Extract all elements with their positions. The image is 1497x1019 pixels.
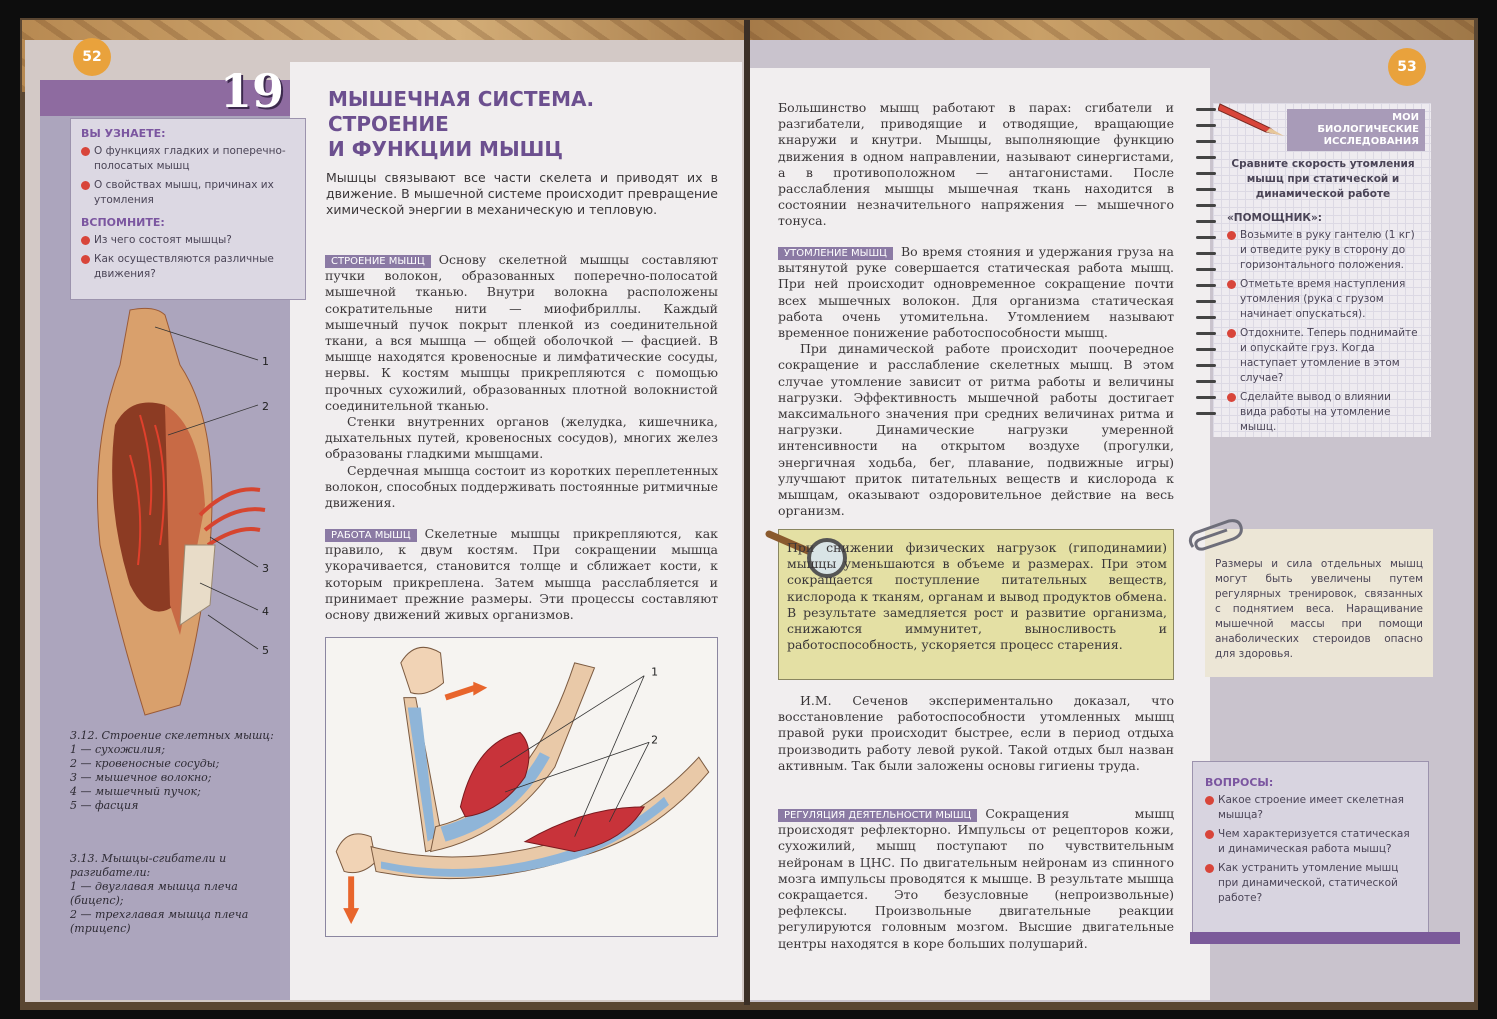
caption-title: 3.12. Строение скелетных мышц:: [70, 729, 274, 742]
caption-fig313: [70, 852, 275, 936]
questions-box: [1192, 761, 1429, 939]
research-notebook: [1213, 103, 1431, 437]
research-step: Сделайте вывод о влиянии вида работы на утомление мышц.: [1227, 390, 1419, 435]
pencil-icon: [1218, 98, 1288, 138]
caption-legend-item: 4 — мышечный пучок;: [70, 785, 201, 798]
learn-box: [70, 118, 306, 300]
title-line: И ФУНКЦИИ МЫШЦ: [328, 137, 563, 161]
section-tag-structure: СТРОЕНИЕ МЫШЦ: [325, 255, 431, 268]
research-task: Сравните скорость утомления мышц при статической и динамической работе: [1231, 158, 1415, 200]
learn-heading: ВЫ УЗНАЕТЕ:: [81, 127, 166, 140]
structure-paragraph-3: Сердечная мышца состоит из коротких переплетенных волокон, способных поддерживать постоянные ритмичные движения.: [325, 462, 718, 511]
figure-muscle-structure: [60, 305, 275, 725]
caption-legend-item: 2 — трехглавая мышца плеча (трицепс): [70, 908, 249, 935]
fig312-label: 5: [262, 644, 269, 657]
caption-legend-item: 5 — фасция: [70, 799, 139, 812]
note-text: Размеры и сила отдельных мышц могут быть увеличены путем регулярных тренировок, связанных с поднятием веса. Наращивание мышечной массы при помощи анаболических стероидов опасно для здоровья.: [1215, 558, 1423, 660]
section-work: [325, 526, 718, 623]
caption-legend-item: 2 — кровеносные сосуды;: [70, 757, 220, 770]
fatigue-paragraph: Во время стояния и удержания груза на вытянутой руке совершается статическая работа мышц. При ней происходит одновременное сокращение почти всех мышечных волокон. Для организма статическая работа очень утомительна. Утомлением называют временное понижение работоспособности мышц.: [778, 244, 1174, 341]
learn-item: О свойствах мышц, причинах их утомления: [81, 178, 295, 208]
hypodynamia-text: При снижении физических нагрузок (гиподинамии) мышцы уменьшаются в объеме и размерах. При этом сокращается поступление питательных веществ, кислорода к тканям, органам и вывод продуктов обмена. В результате замедляется рост и развитие организма, снижаются иммунитет, выносливость и работоспособность, ускоряется процесс старения.: [787, 540, 1167, 653]
lesson-title: [328, 87, 728, 162]
sechenov-paragraph: И.М. Сеченов экспериментально доказал, что восстановление работоспособности утомленных мышц правой руки происходит быстрее, если в период отдыха производить работу левой рукой. Такой отдых был назван активным. Так были заложены основы гигиены труда.: [778, 693, 1174, 773]
title-line: МЫШЕЧНАЯ СИСТЕМА.: [328, 87, 595, 111]
caption-legend-item: 1 — сухожилия;: [70, 743, 166, 756]
regulation-paragraph: Сокращения мышц происходят рефлекторно. Импульсы от рецепторов кожи, сухожилий, мышц поступают по чувствительным нейронам в ЦНС. По двигательным нейронам из спинного мозга импульсы проводятся к мышце. В результате мышца сокращается. Это безусловные (непроизвольные) рефлексы. Произвольные двигательные реакции регулируются головным мозгом. Высшие двигательные центры находятся в коре больших полушарий.: [778, 806, 1174, 951]
hypodynamia-box: [778, 529, 1174, 680]
research-step: Отметьте время наступления утомления (рука с грузом начинает опускаться).: [1227, 277, 1419, 322]
section-regulation: [778, 806, 1174, 952]
question-item: Чем характеризуется статическая и динамическая работа мышц?: [1205, 827, 1416, 857]
title-line: СТРОЕНИЕ: [328, 112, 449, 136]
right-paragraph-1: Большинство мышц работают в парах: сгибатели и разгибатели, приводящие и отводящие, вращающие кнаружи и кнутри. Мышцы, выполняющие функцию движения в одном направлении, называют синергистами, а в противоположном — антагонистами. После расслабления мышцы мышечная ткань находится в состоянии незначительного напряжения — мышечного тонуса.: [778, 100, 1174, 229]
work-paragraph-1: Скелетные мышцы прикрепляются, как правило, к двум костям. При сокращении мышца укорачивается, становится толще и сближает кости, к которым прикреплена. Затем мышца расслабляется и принимает прежние размеры. Эти процессы составляют основу движений живых организмов.: [325, 526, 718, 623]
fig313-label: 2: [651, 733, 659, 747]
questions-heading: ВОПРОСЫ:: [1205, 776, 1274, 789]
learn-item: О функциях гладких и поперечно-полосатых мышц: [81, 144, 295, 174]
section-tag-fatigue: УТОМЛЕНИЕ МЫШЦ: [778, 247, 893, 260]
page-number-right: 53: [1388, 48, 1426, 86]
caption-title: 3.13. Мышцы-сгибатели и разгибатели:: [70, 852, 227, 879]
section-tag-work: РАБОТА МЫШЦ: [325, 529, 417, 542]
research-helper: «ПОМОЩНИК»:: [1227, 212, 1322, 224]
question-item: Какое строение имеет скелетная мышца?: [1205, 793, 1416, 823]
intro-paragraph: Мышцы связывают все части скелета и приводят их в движение. В мышечной системе происходит превращение химической энергии в механическую и тепловую.: [326, 170, 718, 217]
fig312-label: 2: [262, 400, 269, 413]
structure-paragraph-2: Стенки внутренних органов (желудка, кишечника, дыхательных путей, кровеносных сосудов), многих желез образованы гладкими мышцами.: [325, 414, 718, 462]
fig312-label: 3: [262, 562, 269, 575]
section-tag-regulation: РЕГУЛЯЦИЯ ДЕЯТЕЛЬНОСТИ МЫШЦ: [778, 809, 977, 822]
remember-heading: ВСПОМНИТЕ:: [81, 216, 165, 229]
caption-legend-item: 3 — мышечное волокно;: [70, 771, 212, 784]
lesson-number: 19: [220, 64, 285, 118]
remember-item: Из чего состоят мышцы?: [81, 233, 295, 248]
dynamic-paragraph: При динамической работе происходит поочередное сокращение и расслабление скелетных мышц. В этом случае утомление зависит от ритма работы и величины нагрузки. Эффективность мышечной работы достигает максимального значения при средних величинах ритма и нагрузки. Динамические нагрузки умеренной интенсивности на открытом воздухе (прогулки, энергичная ходьба, бег, плавание, подвижные игры) улучшают приток питательных веществ и кислорода к мышцам, оказывают оздоровительное действие на весь организм.: [778, 341, 1174, 519]
figure-arm-muscles: [325, 637, 718, 937]
remember-item: Как осуществляются различные движения?: [81, 252, 295, 282]
paperclip-icon: [1185, 517, 1245, 557]
questions-bar: [1190, 932, 1460, 944]
research-step: Возьмите в руку гантелю (1 кг) и отведите руку в сторону до горизонтального положения.: [1227, 228, 1419, 273]
caption-fig312: [70, 729, 275, 813]
structure-paragraph-1: Основу скелетной мышцы составляют пучки волокон, образованных поперечно-полосатой мышечной тканью. Внутри волокна расположены сократительные нити — миофибриллы. Каждый мышечный пучок покрыт пленкой из соединительной ткани, а вся мышца — общей оболочкой — фасцией. В мышце находятся кровеносные и лимфатические сосуды, нервы. К костям мышцы прикрепляются с помощью прочных сухожилий, образованных плотной волокнистой соединительной тканью.: [325, 252, 718, 413]
research-heading: МОИ БИОЛОГИЧЕСКИЕ ИССЛЕДОВАНИЯ: [1287, 109, 1425, 151]
section-fatigue: [778, 244, 1174, 519]
page-number-left: 52: [73, 38, 111, 76]
fig313-label: 1: [651, 665, 659, 679]
fig312-label: 4: [262, 605, 269, 618]
question-item: Как устранить утомление мышц при динамической, статической работе?: [1205, 861, 1416, 906]
caption-legend-item: 1 — двуглавая мышца плеча (бицепс);: [70, 880, 238, 907]
fig312-label: 1: [262, 355, 269, 368]
research-step: Отдохните. Теперь поднимайте и опускайте груз. Когда наступает утомление в этом случае?: [1227, 326, 1419, 386]
section-structure: [325, 252, 718, 511]
